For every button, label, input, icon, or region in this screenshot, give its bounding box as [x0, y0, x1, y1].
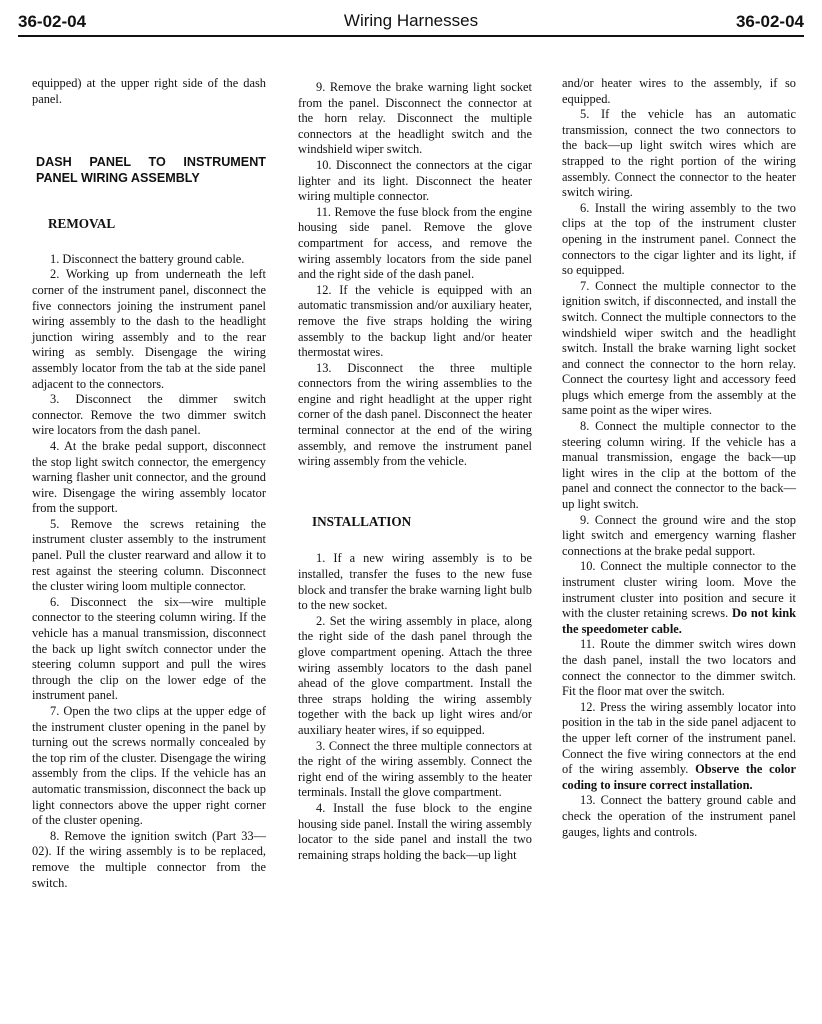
removal-step: 8. Remove the ignition switch (Part 33—02). If the wiring assembly is to be replaced, remove the multiple connector from the switch.	[32, 828, 266, 890]
page-number-left: 36-02-04	[18, 12, 87, 31]
installation-step-10	[562, 559, 796, 637]
removal-heading: REMOVAL	[48, 216, 116, 232]
page-title: Wiring Harnesses	[343, 11, 479, 30]
removal-step: 7. Open the two clips at the upper edge of the instrument cluster opening in the panel by turning out the screws normally concealed by the top rim of the cluster. Disengage the wiring assembly from the clips. If the vehicle has an automatic transmission, disconnect the back up light connectors above the upper right corner of the cluster opening.	[32, 704, 266, 828]
removal-step: 5. Remove the screws retaining the instrument cluster assembly to the instrument panel. Pull the cluster rearward and allow it to rest against the steering column. Disconnect the cluster wiring loom multiple connector.	[32, 516, 266, 594]
removal-step: 4. At the brake pedal support, disconnect the stop light switch connector, the emergency warning flasher unit connector, and the ground wire. Disengage the wiring assembly locator from the support.	[32, 438, 266, 516]
removal-step: 3. Disconnect the dimmer switch connector. Remove the two dimmer switch wire locators from the dash panel.	[32, 392, 266, 438]
column-3	[562, 76, 796, 840]
installation-step: 4. Install the fuse block to the engine housing side panel. Install the wiring assembly locator to the side panel and install the two remaining straps holding the back—up light	[298, 800, 532, 862]
section-title: DASH PANEL TO INSTRUMENT PANEL WIRING ASSEMBLY	[36, 155, 266, 185]
installation-step-12	[562, 700, 796, 794]
removal-step: 1. Disconnect the battery ground cable.	[50, 251, 245, 266]
removal-step: 11. Remove the fuse block from the engine housing side panel. Remove the glove compartment for access, and remove the wiring assembly locators from the side panel and the right side of the dash panel.	[298, 204, 532, 282]
installation-step-11: 11. Route the dimmer switch wires down the dash panel, install the two locators and connect the connector to the dimmer switch. Fit the floor mat over the switch.	[562, 637, 796, 699]
installation-step: 5. If the vehicle has an automatic transmission, connect the two connectors to the back—up light switch wires which are strapped to the right portion of the wiring assembly. Connect the connector to the heater switch wiring.	[562, 107, 796, 200]
removal-step: 6. Disconnect the six—wire multiple connector to the steering column wiring. If the vehicle has a manual transmission, disconnect the back up light swítch connector under the steering column support and pull the wires through the clip on the lower edge of the instrument panel.	[32, 594, 266, 703]
removal-step: 9. Remove the brake warning light socket from the panel. Disconnect the connector at the horn relay. Disconnect the multiple connectors at the headlight switch and the windshield wiper switch.	[298, 80, 532, 157]
continuation-paragraph: and/or heater wires to the assembly, if so equipped.	[562, 76, 796, 106]
removal-step: 2. Working up from underneath the left corner of the instrument panel, disconnect the five connectors joining the instrument panel wiring assembly to the dash to the headlight junction wiring assembly and to the rear wiring as sembly. Disengage the wiring assembly locator from the tab at the side panel adjacent to the connectors.	[32, 267, 266, 391]
installation-step: 8. Connect the multiple connector to the steering column wiring. If the vehicle has a manual transmission, engage the back—up light wires in the clip at the bottom of the panel and connect the connector to the back—up light switch.	[562, 419, 796, 512]
header-rule	[18, 35, 804, 37]
installation-step: 6. Install the wiring assembly to the two clips at the top of the instrument cluster opening in the instrument panel. Connect the connectors to the cigar lighter and its light, if so equipped.	[562, 200, 796, 278]
installation-step: 1. If a new wiring assembly is to be installed, transfer the fuses to the new fuse block and transfer the brake warning light bulb to the new socket.	[298, 551, 532, 613]
column-2	[298, 80, 532, 863]
page-header	[0, 8, 822, 36]
intro-paragraph: equipped) at the upper right side of the dash panel.	[32, 76, 266, 106]
page-number-right: 36-02-04	[735, 12, 804, 31]
installation-step-13: 13. Connect the battery ground cable and check the operation of the instrument panel gauges, lights and controls.	[562, 793, 796, 839]
installation-step: 2. Set the wiring assembly in place, along the right side of the dash panel through the glove compartment opening. Attach the three wiring assembly locators to the dash panel ahead of the glove compartment. Install the three straps holding the wiring assembly together with the back up light wires and/or auxiliary heater wires, if so equipped.	[298, 613, 532, 737]
removal-step: 10. Disconnect the connectors at the cigar lighter and its light. Disconnect the heater wiring multiple connector.	[298, 157, 532, 204]
installation-step: 3. Connect the three multiple connectors at the right of the wiring assembly. Connect the right end of the wiring assembly to the heater terminals. Install the glove compartment.	[298, 738, 532, 800]
installation-step: 7. Connect the multiple connector to the ignition switch, if disconnected, and install the switch. Connect the multiple connectors to the windshield wiper switch and the headlight switch. Install the brake warning light socket and connect the connector to the horn relay. Connect the courtesy light and accessory feed plugs which emerge from the assembly at the same point as the wiper wires.	[562, 278, 796, 418]
caution-text: Observe the color coding to insure correct installation.	[562, 762, 796, 792]
step-text: 12. Press the wiring assembly locator into position in the tab in the side panel adjacent to the upper left corner of the instrument panel. Connect the five wiring connectors at the end of the wiring assembly.	[562, 699, 796, 777]
installation-step: 9. Connect the ground wire and the stop light switch and emergency warning flasher connections at the brake pedal support.	[562, 512, 796, 558]
step-text: 10. Connect the multiple connector to the instrument cluster wiring loom. Move the instrument cluster into position and secure it with the cluster retaining screws.	[562, 559, 796, 621]
caution-text: Do not kink the speedometer cable.	[562, 606, 796, 636]
installation-heading: INSTALLATION	[312, 513, 412, 529]
removal-step: 12. If the vehicle is equipped with an automatic transmission and/or auxiliary heater, remove the five straps holding the wiring assembly to the backup light and/or heater thermostat wires.	[298, 282, 532, 360]
removal-step: 13. Disconnect the three multiple connectors from the wiring assemblies to the engine and right headlight at the upper right corner of the dash panel. Disconnect the heater terminal connector at the end of the wiring assembly, and remove the instrument panel wiring assembly from the vehicle.	[298, 360, 532, 469]
column-1	[32, 76, 266, 891]
